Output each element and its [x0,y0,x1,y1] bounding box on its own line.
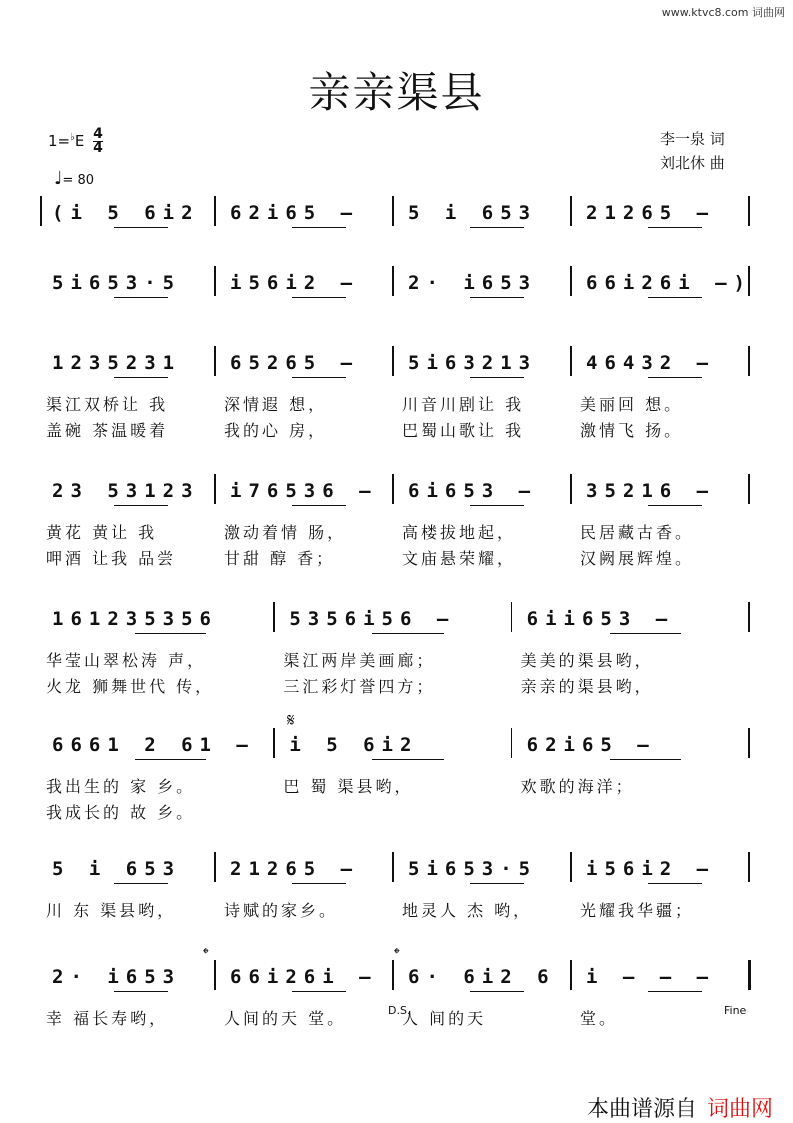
measure: 6i653 – [408,480,538,502]
lyric-text: 巴蜀山歌让 我 [402,421,525,440]
lyric-line [40,546,752,572]
beam-underline [292,227,345,228]
lyric-line [40,800,752,826]
beam-underline [470,227,523,228]
score-system [40,858,752,924]
notation-line [40,734,752,760]
time-num: 4 [93,126,103,142]
beam-underline [470,505,523,506]
lyric-text: 地灵人 杰 哟， [402,901,533,920]
beam-underline [470,377,523,378]
barline [748,852,750,882]
barline [748,728,750,758]
barline [748,602,750,632]
coda-icon-2: 𝄌 [394,944,400,963]
barline [273,602,275,632]
quarter-note-icon: ♩ [54,168,63,189]
lyric-text: 高楼拔地起， [402,523,517,542]
lyric-text: 堂。 [580,1009,619,1028]
lyric-line [40,898,752,924]
barline [273,728,275,758]
beam-underline [610,759,681,760]
lyric-text: 深情遐 想， [224,395,328,414]
barline [392,196,394,226]
lyric-line [40,392,752,418]
measure: 5i653·5 [52,272,182,294]
lyric-text: 渠江两岸美画廊； [283,651,436,670]
measure: i 5 6i2 [289,734,419,756]
beam-underline [135,633,206,634]
lyric-text: 文庙悬荣耀， [402,549,517,568]
lyric-text: 川 东 渠县哟， [46,901,177,920]
lyric-line [40,774,752,800]
lyric-line [40,520,752,546]
lyric-text: 美丽回 想。 [580,395,684,414]
barline [40,196,42,226]
barline [392,474,394,504]
barline [748,960,751,990]
measure: 5 i 653 [408,202,538,224]
measure: 6661 2 61 – [52,734,255,756]
lyric-text: 幸 福长寿哟， [46,1009,169,1028]
lyric-text: 火龙 狮舞世代 传， [46,677,215,696]
lyric-text: 人间的天 堂。 [224,1009,347,1028]
barline [511,602,513,632]
lyric-text: 激动着情 肠， [224,523,347,542]
notation-line [40,272,752,298]
measure: 5i63213 [408,352,538,374]
beam-underline [648,227,701,228]
lyric-text: 渠江双桥让 我 [46,395,169,414]
footer-brand: 词曲网 [706,1097,773,1122]
score-system [40,480,752,572]
barline [570,196,572,226]
barline [392,266,394,296]
measure: i56i2 – [586,858,716,880]
key-prefix: 1= [48,132,71,150]
lyric-text: 川音川剧让 我 [402,395,525,414]
lyric-line [40,418,752,444]
beam-underline [648,883,701,884]
measure: 6· 6i2 6 [408,966,556,988]
lyric-text: 欢歌的海洋； [520,777,635,796]
barline [214,346,216,376]
barline [570,960,572,990]
beam-underline [648,505,701,506]
beam-underline [135,759,206,760]
lyric-text: 民居藏古香。 [580,523,695,542]
beam-underline [292,377,345,378]
lyric-line [40,674,752,700]
notation-line [40,480,752,506]
notation-line [40,858,752,884]
da-segno: D.S. [388,1004,411,1017]
beam-underline [114,227,167,228]
measure: 5i653·5 [408,858,538,880]
measure: 2· i653 [408,272,538,294]
song-title: 亲亲渠县 [308,68,485,117]
barline [392,852,394,882]
beam-underline [292,883,345,884]
score-system [40,352,752,444]
lyric-text: 巴 蜀 渠县哟， [283,777,414,796]
measure: 35216 – [586,480,716,502]
measure: i – – – [586,966,716,988]
beam-underline [372,633,443,634]
score-system [40,272,752,298]
lyric-text: 激情飞 扬。 [580,421,684,440]
lyric-text: 我成长的 故 乡。 [46,803,196,822]
footer-text: 本曲谱源自 [586,1097,697,1122]
measure: 66i26i –) [586,272,752,294]
lyric-text: 美美的渠县哟， [520,651,654,670]
beam-underline [470,883,523,884]
measure: 21265 – [586,202,716,224]
beam-underline [610,633,681,634]
beam-underline [292,297,345,298]
notation-line [40,966,752,992]
lyric-text: 呷酒 让我 品尝 [46,549,177,568]
measure: 23 53123 [52,480,200,502]
footer-source [587,1092,773,1123]
measure: 5 i 653 [52,858,182,880]
barline [570,346,572,376]
score-system [40,966,752,1032]
measure: 66i26i – [230,966,378,988]
composer: 刘北休 曲 [660,154,725,172]
lyric-line [40,648,752,674]
lyric-text: 汉阙展辉煌。 [580,549,695,568]
barline [214,960,216,990]
barline [570,474,572,504]
measure: 161235356 [52,608,218,630]
barline [570,852,572,882]
barline [392,346,394,376]
measure: i56i2 – [230,272,360,294]
beam-underline [372,759,443,760]
measure: 2· i653 [52,966,182,988]
measure: i76536 – [230,480,378,502]
lyric-text: 人 间的天 [402,1009,487,1028]
barline [748,474,750,504]
segno-icon: 𝄋 [287,710,295,731]
score-system [40,608,752,700]
lyric-text: 诗赋的家乡。 [224,901,339,920]
coda-icon: 𝄌 [203,944,209,963]
beam-underline [648,377,701,378]
lyric-text: 甘甜 醇 香； [224,549,336,568]
lyric-text: 光耀我华疆； [580,901,695,920]
barline [214,266,216,296]
barline [570,266,572,296]
barline [214,196,216,226]
beam-underline [292,991,345,992]
flat-sign: ♭ [70,132,75,143]
key-note: E [74,132,85,150]
lyric-text: 亲亲的渠县哟， [520,677,654,696]
beam-underline [114,991,167,992]
beam-underline [114,505,167,506]
lyric-text: 三汇彩灯誉四方； [283,677,436,696]
measure: 1235231 [52,352,182,374]
barline [214,852,216,882]
measure: 21265 – [230,858,360,880]
score-system [40,202,752,228]
beam-underline [114,297,167,298]
beam-underline [114,377,167,378]
beam-underline [470,991,523,992]
lyric-text: 黄花 黄让 我 [46,523,158,542]
measure: 62i65 – [230,202,360,224]
fine-mark: Fine [724,1004,747,1017]
measure: (i 5 6i2 [52,202,200,224]
barline [214,474,216,504]
time-den: 4 [93,140,103,156]
tempo-text: = 80 [62,173,95,188]
key-signature [48,128,103,155]
lyric-text: 我出生的 家 乡。 [46,777,196,796]
tempo-mark [54,168,94,189]
lyric-text: 我的心 房， [224,421,328,440]
notation-line [40,608,752,634]
barline [748,346,750,376]
measure: 6ii653 – [526,608,675,630]
beam-underline [292,505,345,506]
beam-underline [648,297,701,298]
site-watermark: www.ktvc8.com 词曲网 [661,6,785,19]
measure: 62i65 – [526,734,656,756]
beam-underline [470,297,523,298]
barline [748,196,750,226]
lyricist: 李一泉 词 [660,130,725,148]
barline [392,960,394,990]
score-system [40,734,752,826]
measure: 5356i56 – [289,608,456,630]
time-signature [93,128,103,155]
lyric-text: 盖碗 茶温暖着 [46,421,169,440]
lyric-text: 华莹山翠松涛 声， [46,651,207,670]
notation-line [40,352,752,378]
beam-underline [648,991,701,992]
notation-line [40,202,752,228]
beam-underline [114,883,167,884]
measure: 65265 – [230,352,360,374]
measure: 46432 – [586,352,716,374]
barline [511,728,513,758]
